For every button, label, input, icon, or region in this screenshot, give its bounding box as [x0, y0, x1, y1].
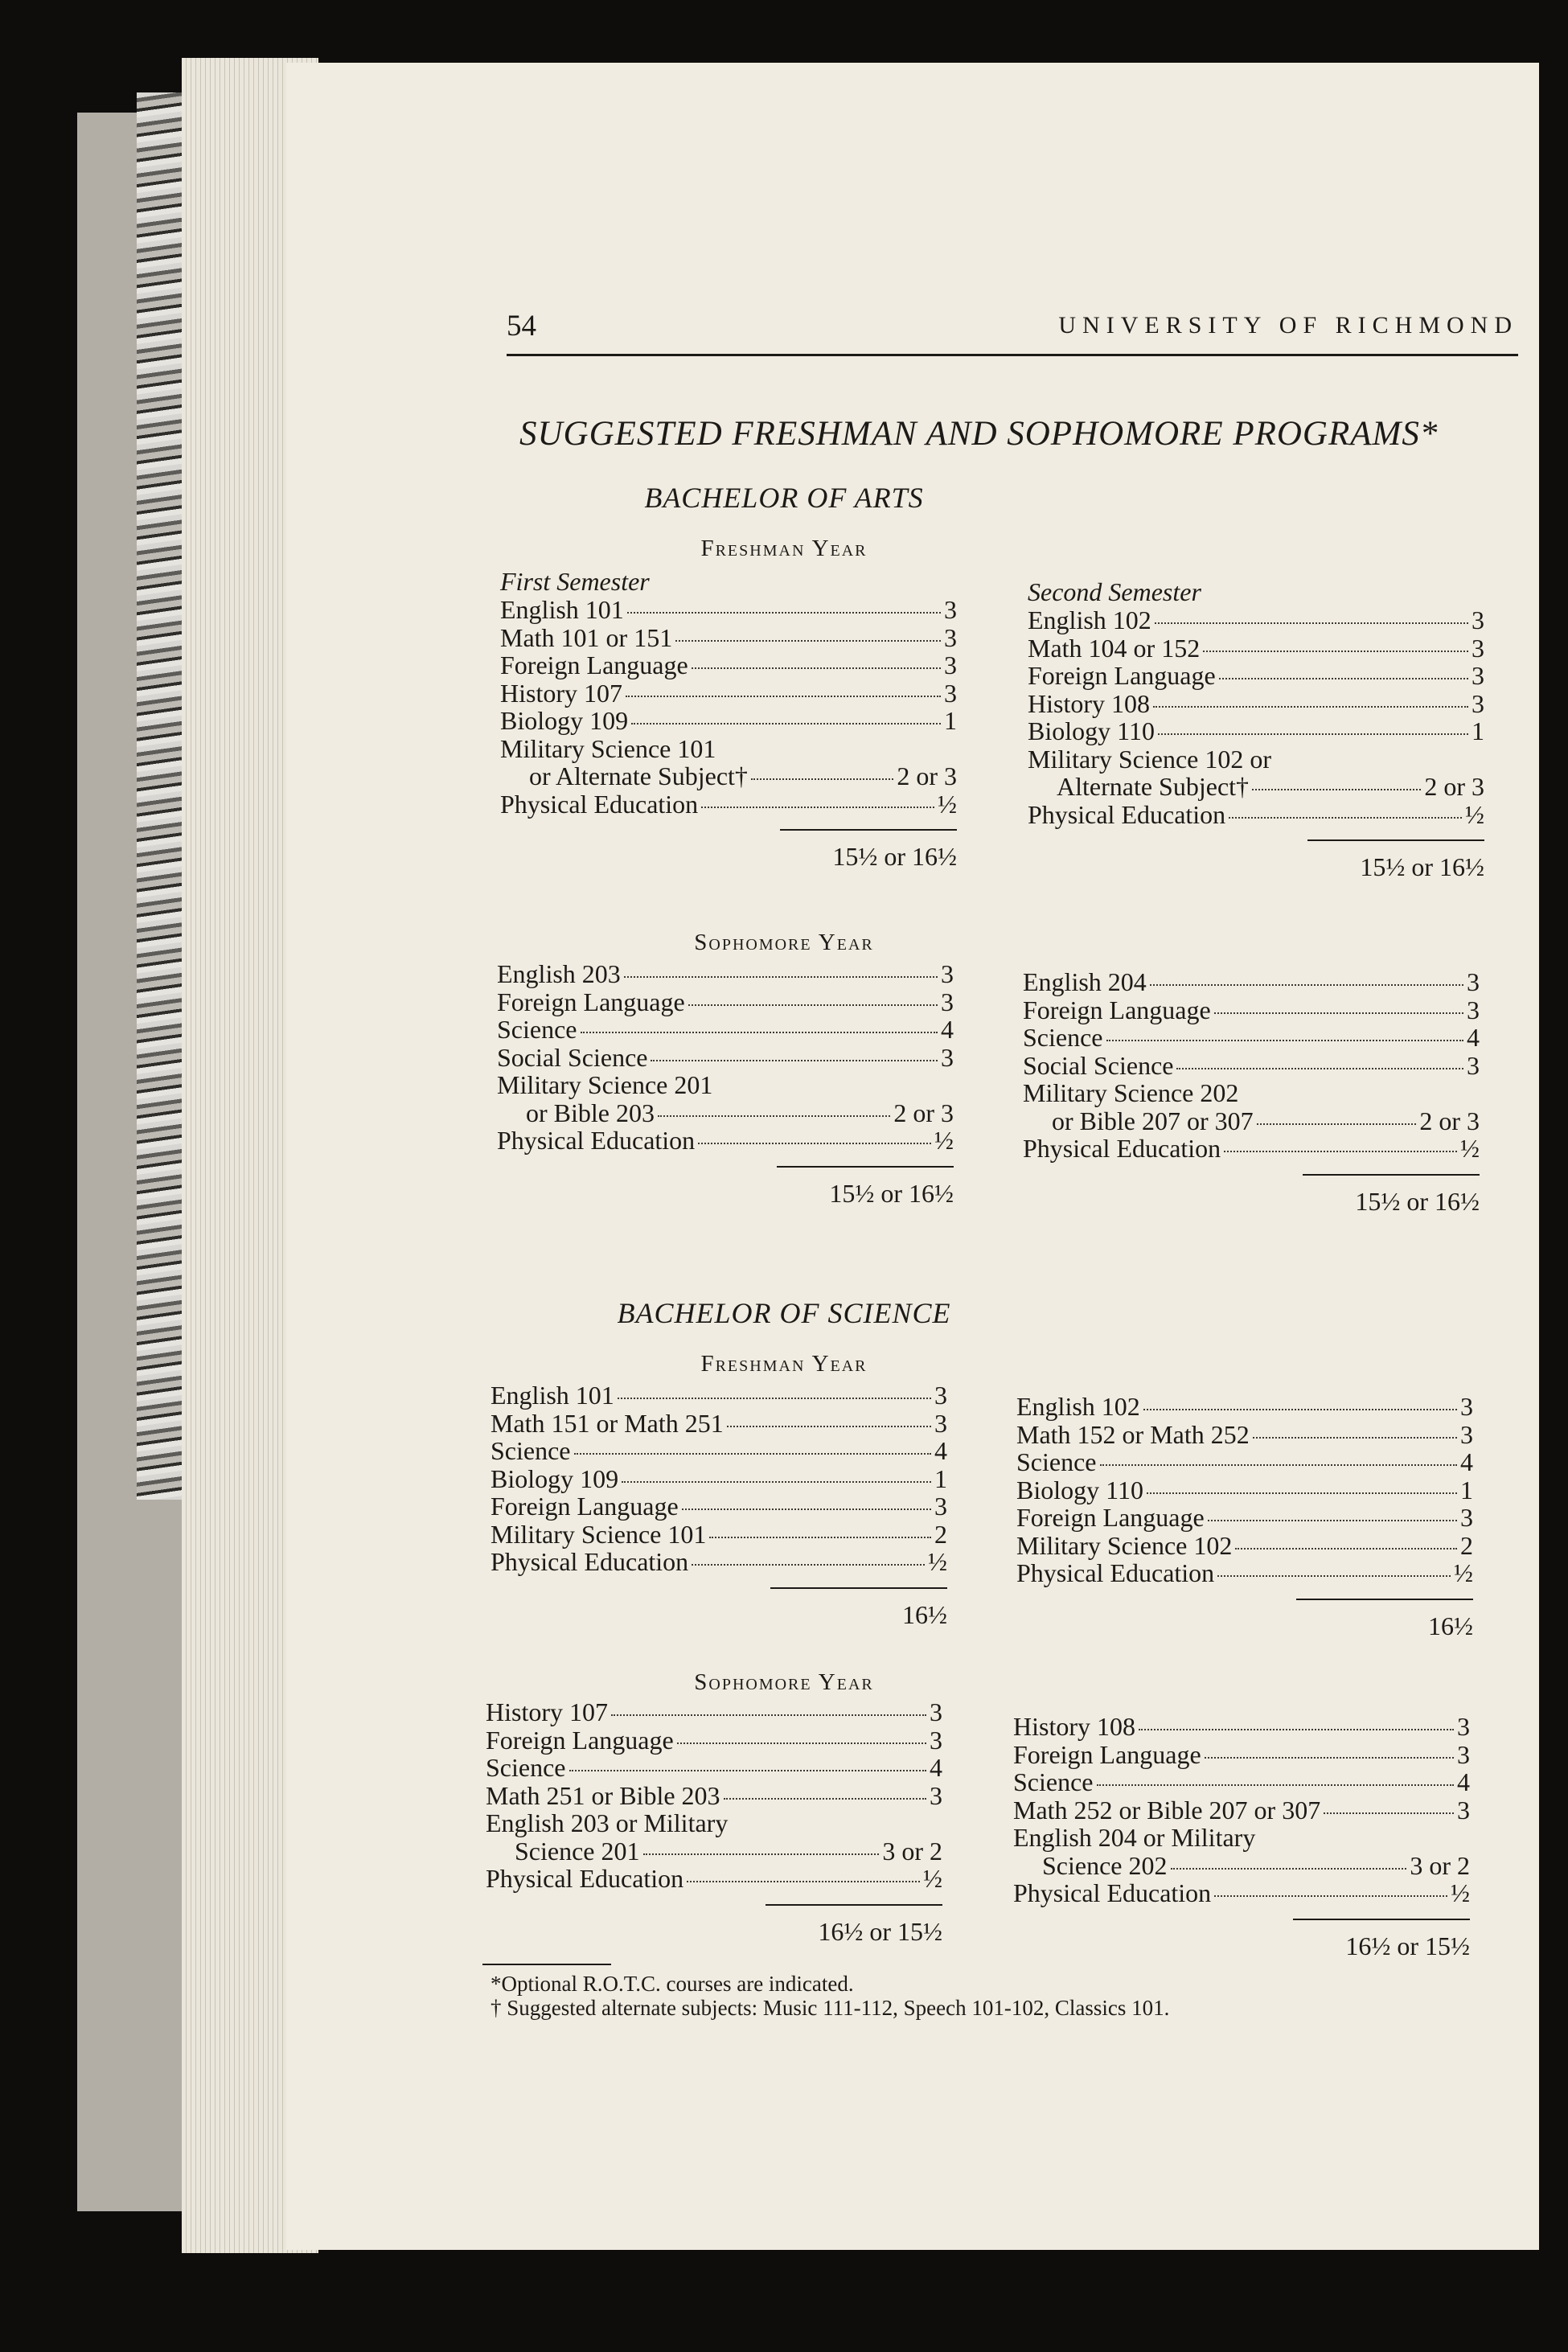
dot-leader: [1150, 984, 1463, 986]
credit-hours: 3: [1472, 661, 1484, 690]
dot-leader: [651, 1060, 938, 1061]
ba-freshman-second: [1028, 577, 1484, 882]
course-row: [486, 1837, 942, 1866]
dot-leader: [611, 1714, 926, 1716]
course-row: [1013, 1713, 1470, 1741]
semester-total: 16½ or 15½: [818, 1916, 942, 1946]
course-row: [500, 624, 957, 652]
dot-leader: [709, 1537, 931, 1538]
dot-leader: [581, 1032, 938, 1033]
course-row: [1028, 606, 1484, 634]
course-name: History 107: [500, 678, 622, 708]
course-row: [1013, 1741, 1470, 1769]
dot-leader: [687, 1881, 920, 1882]
course-row: [500, 651, 957, 679]
credit-hours: 3: [930, 1780, 942, 1810]
dot-leader: [727, 1426, 931, 1427]
course-row: [1023, 968, 1480, 996]
dot-leader: [1139, 1729, 1454, 1730]
dot-leader: [1214, 1895, 1447, 1897]
credit-hours: 3: [944, 595, 957, 624]
credit-hours: 3: [1472, 605, 1484, 634]
footnotes: [491, 1972, 1169, 2020]
course-row: [497, 1099, 954, 1127]
semester-total: 16½: [902, 1599, 947, 1629]
semester-total: 15½ or 16½: [832, 842, 957, 871]
course-name: Physical Education: [1028, 799, 1226, 829]
total-rule: [1293, 1919, 1470, 1920]
dot-leader: [622, 1481, 931, 1483]
dot-leader: [1176, 1068, 1463, 1069]
credit-hours: 4: [1460, 1447, 1473, 1476]
course-name: Math 104 or 152: [1028, 633, 1201, 663]
dot-leader: [1217, 1575, 1451, 1577]
course-row: [500, 790, 957, 819]
course-name: Physical Education: [1016, 1558, 1215, 1587]
ba-freshman-heading: Freshman Year: [700, 536, 868, 561]
course-name: Science 201: [515, 1836, 640, 1866]
credit-hours: 3: [1457, 1712, 1470, 1741]
dot-leader: [1235, 1548, 1457, 1550]
credit-hours: 3: [1467, 967, 1480, 996]
dot-leader: [1153, 706, 1468, 708]
semester-label: Second Semester: [1028, 577, 1201, 606]
course-row: [497, 1016, 954, 1044]
course-name: Military Science 101: [491, 1519, 707, 1549]
course-name: Science: [1016, 1447, 1097, 1476]
course-row: [1016, 1421, 1473, 1449]
course-name: Social Science: [497, 1042, 648, 1072]
dot-leader: [643, 1853, 880, 1855]
course-row: [1013, 1879, 1470, 1907]
dot-leader: [1171, 1868, 1407, 1870]
course-row: [497, 1071, 954, 1099]
course-row: [1028, 801, 1484, 829]
running-head: UNIVERSITY OF RICHMOND: [1058, 312, 1518, 339]
credit-hours: 3: [1472, 688, 1484, 718]
credit-hours: 3: [930, 1697, 942, 1726]
course-name: Math 252 or Bible 207 or 307: [1013, 1795, 1321, 1825]
course-name: English 204: [1023, 967, 1147, 996]
course-name: Foreign Language: [1016, 1503, 1205, 1532]
course-name: Physical Education: [500, 789, 699, 819]
course-row: [500, 707, 957, 735]
dot-leader: [682, 1508, 931, 1510]
course-name: English 101: [500, 595, 624, 624]
dot-leader: [1143, 1409, 1457, 1410]
credit-hours: 2 or 3: [1419, 1106, 1480, 1135]
semester-label: First Semester: [500, 567, 650, 596]
credit-hours: 2 or 3: [897, 761, 957, 790]
course-name: History 107: [486, 1697, 608, 1726]
course-name: Foreign Language: [497, 987, 685, 1016]
course-row: [1023, 1052, 1480, 1080]
total-rule: [1307, 839, 1484, 841]
credit-hours: 3: [1457, 1795, 1470, 1825]
dot-leader: [724, 1798, 926, 1800]
course-name: Biology 109: [491, 1463, 619, 1493]
credit-hours: 1: [1472, 716, 1484, 745]
semester-total: 16½: [1428, 1611, 1473, 1640]
dot-leader: [1224, 1151, 1457, 1152]
credit-hours: 1: [1460, 1475, 1473, 1504]
course-row: [1028, 662, 1484, 690]
semester-total: 16½ or 15½: [1345, 1931, 1470, 1960]
credit-hours: ½: [1451, 1878, 1470, 1907]
dot-leader: [677, 1742, 926, 1744]
dot-leader: [698, 1143, 931, 1144]
background-foliage: [137, 92, 183, 1500]
dot-leader: [627, 612, 941, 614]
dot-leader: [1257, 1123, 1417, 1125]
course-name: Physical Education: [1013, 1878, 1212, 1907]
course-row: [491, 1548, 947, 1576]
credit-hours: 3: [1457, 1739, 1470, 1769]
course-name: Foreign Language: [1013, 1739, 1201, 1769]
credit-hours: 3: [1467, 995, 1480, 1024]
course-name: English 203: [497, 959, 621, 988]
course-name: Military Science 201: [497, 1070, 713, 1099]
dot-leader: [1158, 733, 1468, 735]
course-name: Science: [1013, 1767, 1094, 1796]
credit-hours: 4: [941, 1015, 954, 1044]
credit-hours: 3: [944, 651, 957, 679]
course-row: [1016, 1448, 1473, 1476]
bs-sophomore-heading: Sophomore Year: [694, 1669, 874, 1695]
course-name: Military Science 102 or: [1028, 744, 1272, 774]
credit-hours: 4: [1467, 1023, 1480, 1052]
course-row: [497, 1127, 954, 1155]
dot-leader: [751, 778, 893, 780]
dot-leader: [675, 640, 941, 642]
dot-leader: [1100, 1464, 1458, 1466]
course-row: [486, 1754, 942, 1782]
credit-hours: ½: [928, 1547, 947, 1576]
dot-leader: [1219, 678, 1468, 679]
dot-leader: [1106, 1040, 1464, 1041]
dot-leader: [624, 976, 938, 978]
credit-hours: ½: [1454, 1558, 1473, 1587]
dot-leader: [1155, 622, 1468, 624]
credit-hours: 3: [934, 1492, 947, 1521]
course-row: [1013, 1824, 1470, 1852]
course-name: Biology 110: [1028, 716, 1155, 745]
course-row: [500, 596, 957, 624]
course-name: or Bible 203: [526, 1098, 655, 1127]
course-row: [491, 1410, 947, 1438]
course-row: [491, 1437, 947, 1465]
dot-leader: [1147, 1492, 1457, 1494]
course-row: [1028, 690, 1484, 718]
credit-hours: 3 or 2: [882, 1836, 942, 1866]
course-name: Math 251 or Bible 203: [486, 1780, 720, 1810]
dot-leader: [658, 1115, 890, 1117]
course-name: English 102: [1016, 1392, 1140, 1421]
credit-hours: 3: [1467, 1050, 1480, 1080]
course-name: History 108: [1028, 688, 1150, 718]
course-row: [486, 1726, 942, 1755]
footnote-alternate-subjects: † Suggested alternate subjects: Music 111-112, Speech 101-102, Classics 101.: [491, 1996, 1170, 2020]
course-row: [1028, 634, 1484, 663]
course-name: Science: [486, 1753, 566, 1782]
course-row: [1016, 1532, 1473, 1560]
credit-hours: 3 or 2: [1410, 1850, 1470, 1880]
course-name: Foreign Language: [486, 1725, 674, 1755]
dot-leader: [1205, 1757, 1454, 1759]
course-name: English 204 or Military: [1013, 1823, 1256, 1852]
dot-leader: [701, 807, 934, 808]
credit-hours: 2: [934, 1519, 947, 1549]
credit-hours: 3: [934, 1408, 947, 1438]
ba-sophomore-second: [1023, 968, 1480, 1217]
bs-sophomore-first: [486, 1698, 942, 1947]
credit-hours: 3: [930, 1725, 942, 1755]
credit-hours: 4: [930, 1753, 942, 1782]
course-row: [486, 1809, 942, 1837]
course-row: [1023, 1024, 1480, 1052]
course-row: [1013, 1796, 1470, 1825]
credit-hours: 4: [1457, 1767, 1470, 1796]
semester-total: 15½ or 16½: [829, 1178, 954, 1208]
course-row: [486, 1698, 942, 1726]
bs-sophomore-second: [1013, 1713, 1470, 1961]
course-name: Biology 109: [500, 706, 629, 735]
course-row: [1023, 1107, 1480, 1135]
credit-hours: 3: [1472, 633, 1484, 663]
course-name: Military Science 101: [500, 733, 716, 763]
dot-leader: [626, 696, 941, 697]
page-header: [507, 309, 1518, 356]
ba-freshman-first: [500, 567, 957, 872]
dot-leader: [1214, 1012, 1463, 1014]
course-name: English 203 or Military: [486, 1808, 729, 1837]
dot-leader: [1229, 817, 1462, 819]
course-name: Math 101 or 151: [500, 622, 673, 652]
course-name: or Bible 207 or 307: [1052, 1106, 1254, 1135]
course-row: [1016, 1476, 1473, 1504]
credit-hours: ½: [938, 789, 957, 819]
credit-hours: 3: [944, 622, 957, 652]
course-name: or Alternate Subject†: [529, 761, 748, 790]
total-rule: [1296, 1599, 1473, 1600]
dot-leader: [1208, 1520, 1457, 1521]
total-rule: [766, 1904, 942, 1906]
course-row: [486, 1782, 942, 1810]
course-row: [1023, 1079, 1480, 1107]
course-row: [1023, 996, 1480, 1024]
course-name: Foreign Language: [491, 1492, 679, 1521]
dot-leader: [1324, 1812, 1454, 1814]
credit-hours: 2 or 3: [893, 1098, 954, 1127]
credit-hours: ½: [934, 1126, 954, 1155]
dot-leader: [618, 1398, 931, 1399]
course-name: Military Science 102: [1016, 1530, 1233, 1560]
ba-sophomore-heading: Sophomore Year: [694, 930, 874, 955]
total-rule: [1303, 1174, 1480, 1176]
semester-total: 15½ or 16½: [1355, 1186, 1480, 1216]
credit-hours: ½: [1465, 799, 1484, 829]
course-row: [1028, 745, 1484, 774]
ba-heading: BACHELOR OF ARTS: [644, 482, 924, 514]
bs-freshman-second: [1016, 1393, 1473, 1641]
course-name: English 102: [1028, 605, 1151, 634]
course-row: [491, 1381, 947, 1410]
course-row: [1028, 717, 1484, 745]
dot-leader: [574, 1453, 932, 1455]
dot-leader: [631, 723, 941, 724]
course-row: [491, 1521, 947, 1549]
page-number: 54: [507, 310, 536, 343]
credit-hours: 3: [1460, 1392, 1473, 1421]
course-name: Alternate Subject†: [1057, 772, 1250, 801]
course-row: [497, 1044, 954, 1072]
ba-sophomore-first: [497, 960, 954, 1209]
course-row: [497, 960, 954, 988]
credit-hours: ½: [1460, 1134, 1480, 1163]
course-row: [1016, 1504, 1473, 1532]
course-name: Social Science: [1023, 1050, 1174, 1080]
credit-hours: 3: [941, 959, 954, 988]
course-name: Physical Education: [486, 1864, 684, 1893]
total-rule: [770, 1587, 947, 1589]
course-name: Biology 110: [1016, 1475, 1143, 1504]
credit-hours: 3: [941, 987, 954, 1016]
course-name: Military Science 202: [1023, 1078, 1239, 1107]
course-row: [1016, 1393, 1473, 1421]
dot-leader: [1097, 1784, 1455, 1786]
dot-leader: [1253, 1437, 1457, 1439]
credit-hours: 1: [944, 706, 957, 735]
course-name: Science: [497, 1015, 577, 1044]
credit-hours: 1: [934, 1463, 947, 1493]
credit-hours: ½: [923, 1864, 942, 1893]
course-name: Science: [1023, 1023, 1103, 1052]
course-name: Foreign Language: [500, 651, 688, 679]
course-name: English 101: [491, 1381, 614, 1410]
credit-hours: 2: [1460, 1530, 1473, 1560]
total-rule: [780, 829, 957, 831]
course-name: Foreign Language: [1028, 661, 1216, 690]
credit-hours: 2 or 3: [1424, 772, 1484, 801]
credit-hours: 3: [1460, 1419, 1473, 1449]
total-rule: [777, 1166, 954, 1168]
course-name: Foreign Language: [1023, 995, 1211, 1024]
credit-hours: 3: [941, 1042, 954, 1072]
course-row: [491, 1465, 947, 1493]
course-row: [500, 762, 957, 790]
footnote-rule: [482, 1964, 611, 1965]
dot-leader: [1252, 789, 1421, 790]
course-name: Physical Education: [1023, 1134, 1221, 1163]
footnote-rotc: *Optional R.O.T.C. courses are indicated.: [491, 1972, 854, 1996]
credit-hours: 3: [1460, 1503, 1473, 1532]
course-row: [500, 735, 957, 763]
course-row: [497, 988, 954, 1016]
credit-hours: 3: [944, 678, 957, 708]
credit-hours: 4: [934, 1436, 947, 1465]
dot-leader: [1203, 651, 1468, 652]
dot-leader: [692, 1564, 925, 1566]
course-name: Physical Education: [491, 1547, 689, 1576]
dot-leader: [569, 1770, 927, 1771]
dot-leader: [692, 667, 941, 669]
bs-heading: BACHELOR OF SCIENCE: [617, 1297, 951, 1329]
bs-freshman-heading: Freshman Year: [700, 1351, 868, 1377]
course-name: History 108: [1013, 1712, 1135, 1741]
course-row: [486, 1865, 942, 1893]
course-row: [491, 1492, 947, 1521]
page-title: SUGGESTED FRESHMAN AND SOPHOMORE PROGRAMS*: [519, 415, 1439, 453]
credit-hours: 3: [934, 1381, 947, 1410]
course-row: [1013, 1768, 1470, 1796]
course-name: Science: [491, 1436, 571, 1465]
bs-freshman-first: [491, 1381, 947, 1630]
course-row: [1023, 1135, 1480, 1163]
course-name: Math 152 or Math 252: [1016, 1419, 1250, 1449]
semester-total: 15½ or 16½: [1360, 852, 1484, 881]
dot-leader: [688, 1004, 938, 1006]
course-row: [1013, 1852, 1470, 1880]
course-name: Math 151 or Math 251: [491, 1408, 724, 1438]
course-row: [1028, 773, 1484, 801]
course-name: Science 202: [1042, 1850, 1168, 1880]
course-row: [500, 679, 957, 708]
course-name: Physical Education: [497, 1126, 696, 1155]
course-row: [1016, 1559, 1473, 1587]
